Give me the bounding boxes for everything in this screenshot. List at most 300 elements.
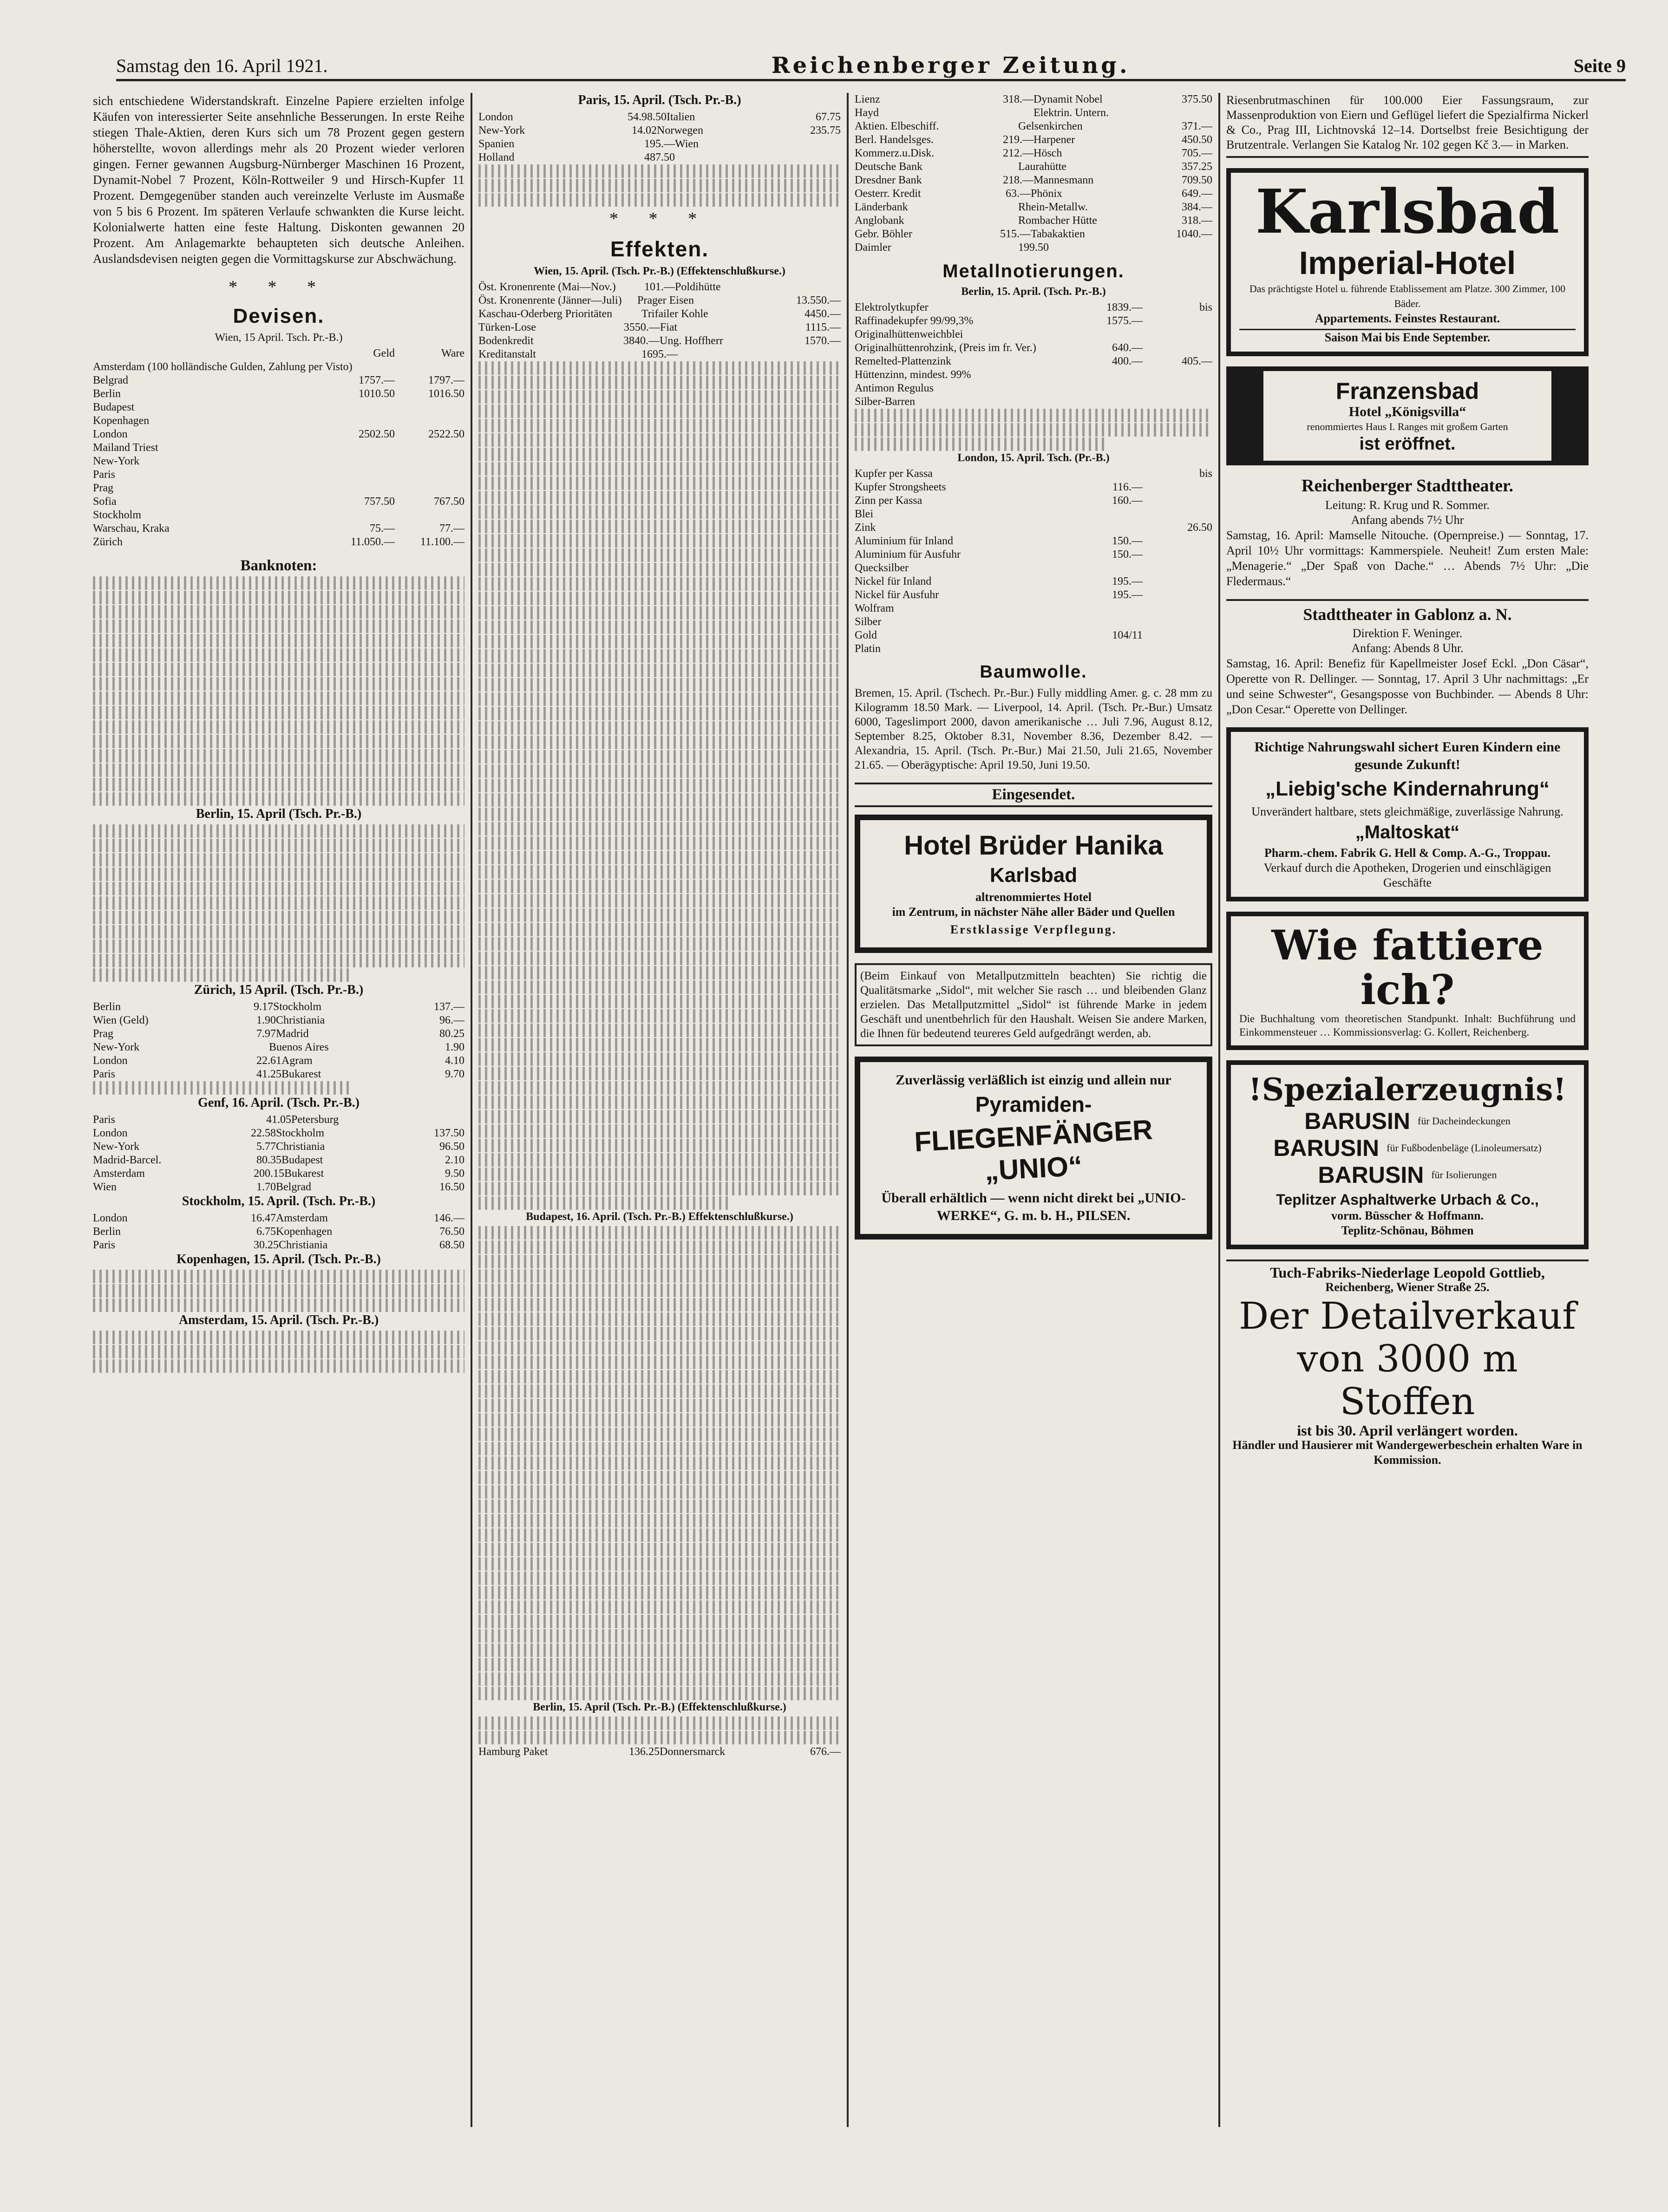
table-cell: 160.— bbox=[1112, 495, 1143, 507]
table-cell: Dynamit Nobel bbox=[1034, 93, 1103, 105]
table-cell: 30.25 bbox=[254, 1239, 279, 1251]
table-cell: Paris bbox=[93, 1239, 115, 1251]
table-row bbox=[93, 414, 464, 428]
illegible-line bbox=[478, 692, 841, 706]
gottlieb-headline: Der Detailverkauf bbox=[1239, 1294, 1576, 1338]
table-cell: 137.— bbox=[434, 1001, 464, 1013]
table-cell: Amsterdam bbox=[93, 1168, 145, 1180]
illegible-line bbox=[478, 462, 841, 476]
table-cell: Mailand Triest bbox=[93, 442, 158, 454]
illegible-line bbox=[478, 1284, 841, 1297]
table-cell bbox=[325, 482, 395, 495]
barusin-firm: Teplitzer Asphaltwerke Urbach & Co., bbox=[1276, 1191, 1539, 1208]
illegible-line bbox=[478, 476, 841, 490]
table-cell: Bodenkredit bbox=[478, 335, 534, 347]
illegible-line bbox=[478, 1442, 841, 1455]
table-cell: Agram bbox=[281, 1055, 313, 1067]
table-cell: 136.25 bbox=[629, 1746, 660, 1758]
table-cell: 150.— bbox=[1112, 548, 1143, 561]
table-cell: 1570.— bbox=[805, 335, 841, 347]
table-cell: 357.25 bbox=[1182, 161, 1212, 173]
table-row bbox=[93, 1068, 464, 1081]
column-anzeigen bbox=[1226, 93, 1589, 2127]
table-cell: Berl. Handelsges. bbox=[855, 134, 934, 146]
table-cell: Wien bbox=[93, 1181, 117, 1193]
table-cell bbox=[1143, 548, 1212, 561]
table-row bbox=[855, 561, 1212, 575]
table-cell: 371.— bbox=[1182, 120, 1212, 132]
table-cell: Prag bbox=[93, 482, 113, 494]
table-cell: 218.— bbox=[1003, 174, 1034, 186]
table-cell: Quecksilber bbox=[855, 562, 909, 574]
illegible-line bbox=[478, 750, 841, 763]
table-row bbox=[93, 1041, 464, 1054]
illegible-line bbox=[478, 563, 841, 576]
table-cell: Rombacher Hütte bbox=[1018, 215, 1097, 227]
table-cell bbox=[1143, 481, 1212, 494]
illegible-line bbox=[93, 778, 464, 791]
illegible-line bbox=[478, 1009, 841, 1023]
genf-heading: Genf, 16. April. (Tsch. Pr.-B.) bbox=[198, 1096, 360, 1110]
illegible-line bbox=[478, 1586, 841, 1599]
table-cell: 146.— bbox=[434, 1212, 464, 1224]
illegible-line bbox=[478, 376, 841, 389]
illegible-line bbox=[478, 1024, 841, 1037]
illegible-line bbox=[93, 735, 464, 748]
hanika-cuisine: Erstklassige Verpflegung. bbox=[950, 923, 1117, 936]
table-cell bbox=[1143, 382, 1212, 395]
table-cell: 1.70 bbox=[256, 1181, 276, 1193]
wien-effekten-table bbox=[478, 281, 841, 361]
table-row bbox=[478, 321, 841, 334]
table-cell bbox=[1073, 642, 1143, 656]
illegible-line bbox=[478, 1629, 841, 1643]
theater-programm: Samstag, 16. April: Mamselle Nitouche. (Opernpreise.) — Sonntag, 17. April 10½ Uhr vormittags: Kammerspiele. Neuheit! Zum ersten Male: „Menagerie.“ „Der Spaß von Dache.“ … Abends 7½ Uhr: „Die Fledermaus.“ bbox=[1226, 529, 1589, 588]
illegible-line bbox=[478, 822, 841, 835]
table-row bbox=[478, 137, 841, 151]
table-cell: 101.— bbox=[644, 281, 675, 293]
table-row bbox=[855, 93, 1212, 106]
table-cell: 200.15 bbox=[254, 1168, 284, 1180]
table-cell: 318.— bbox=[1182, 215, 1212, 227]
illegible-line bbox=[93, 911, 464, 924]
illegible-line bbox=[478, 1658, 841, 1671]
table-cell: 9.50 bbox=[445, 1168, 464, 1180]
unio-product: FLIEGENFÄNGER bbox=[913, 1114, 1154, 1158]
illegible-line bbox=[93, 605, 464, 619]
hanika-place: Karlsbad bbox=[989, 864, 1078, 887]
ad-hotel-hanika bbox=[855, 815, 1212, 953]
illegible-line bbox=[478, 1572, 841, 1585]
illegible-line bbox=[478, 1687, 841, 1700]
illegible-line bbox=[93, 749, 464, 763]
metall-berlin-heading: Berlin, 15. April. (Tsch. Pr.-B.) bbox=[961, 286, 1106, 298]
table-cell: Berlin bbox=[93, 388, 121, 400]
table-cell: 76.50 bbox=[439, 1226, 464, 1238]
zurich-table bbox=[93, 1000, 464, 1081]
gottlieb-extension: ist bis 30. April verlängert worden. bbox=[1297, 1422, 1518, 1439]
illegible-line bbox=[478, 448, 841, 461]
table-cell: 67.75 bbox=[816, 111, 841, 123]
table-cell: Berlin bbox=[93, 1226, 121, 1238]
table-cell: 219.— bbox=[1003, 134, 1034, 146]
barusin-brand: BARUSIN bbox=[1273, 1135, 1380, 1161]
imperial-features: Appartements. Feinstes Restaurant. bbox=[1315, 312, 1500, 325]
table-row bbox=[855, 133, 1212, 147]
table-cell: Platin bbox=[855, 643, 881, 655]
illegible-line bbox=[93, 824, 464, 838]
illegible-line bbox=[93, 954, 464, 967]
illegible-line bbox=[478, 980, 841, 994]
table-cell: 13.550.— bbox=[796, 294, 841, 307]
table-cell: Hamburg Paket bbox=[478, 1746, 548, 1758]
table-cell: London bbox=[478, 111, 513, 123]
table-row bbox=[93, 468, 464, 482]
illegible-line bbox=[478, 620, 841, 634]
illegible-line bbox=[478, 1226, 841, 1240]
table-cell: Kaschau-Oderberg Prioritäten bbox=[478, 308, 613, 320]
banknoten-heading: Banknoten: bbox=[240, 557, 317, 574]
illegible-line bbox=[478, 894, 841, 907]
illegible-line bbox=[478, 707, 841, 720]
illegible-line bbox=[478, 664, 841, 677]
table-cell: Italien bbox=[667, 111, 695, 123]
paris-heading: Paris, 15. April. (Tsch. Pr.-B.) bbox=[578, 93, 741, 107]
gablonz-programm: Samstag, 16. April: Benefiz für Kapellmeister Josef Eckl. „Don Cäsar“, Operette von R. Dellinger. — Sonntag, 17. April 3 Uhr nachmittags: „Er und seine Schwester“, Gesangsposse von Buchbinder. — Abends 8 Uhr: „Don Cesar.“ Operette von Dellinger. bbox=[1226, 657, 1589, 716]
table-cell: Prager Eisen bbox=[637, 294, 694, 307]
illegible-line bbox=[93, 940, 464, 953]
illegible-line bbox=[93, 1331, 464, 1344]
table-cell bbox=[1073, 382, 1143, 395]
table-cell bbox=[1073, 368, 1143, 382]
table-cell: Aluminium für Ausfuhr bbox=[855, 548, 961, 561]
table-cell: London bbox=[93, 1212, 128, 1224]
illegible-line bbox=[478, 1456, 841, 1470]
table-cell: Gebr. Böhler bbox=[855, 228, 912, 240]
table-cell: 6.75 bbox=[256, 1226, 276, 1238]
illegible-line bbox=[478, 880, 841, 893]
table-cell: 318.— bbox=[1003, 93, 1034, 105]
metallnotierungen-heading: Metallnotierungen. bbox=[942, 261, 1125, 281]
table-row bbox=[855, 588, 1212, 602]
illegible-line bbox=[478, 808, 841, 821]
table-cell bbox=[1143, 561, 1212, 575]
illegible-line bbox=[478, 1471, 841, 1484]
table-cell: New-York bbox=[93, 455, 140, 467]
illegible-line bbox=[855, 437, 1105, 451]
baumwolle-text: Bremen, 15. April. (Tschech. Pr.-Bur.) Fully middling Amer. g. c. 28 mm zu Kilogramm 18.50 Mark. — Liverpool, 14. April. (Tsch. Pr.-Bur.) Umsatz 6000, Tageslimport 2000, davon amerikanische … Juli 7.96, August 8.12, September 8.25, Oktober 8.31, November 8.36, Dezember 8.42. — Alexandria, 15. April. (Tsch. Pr.-Bur.) Mai 21.50, Juli 21.65, November 21.65. — Oberägyptische: April 19.50, Juni 19.50. bbox=[855, 687, 1212, 771]
table-cell: Warschau, Kraka bbox=[93, 522, 170, 535]
table-cell: Holland bbox=[478, 151, 515, 163]
illegible-line bbox=[478, 1110, 841, 1123]
table-cell: 1016.50 bbox=[428, 388, 464, 400]
table-cell: Laurahütte bbox=[1018, 161, 1066, 173]
table-cell: Donnersmarck bbox=[660, 1746, 726, 1758]
illegible-line bbox=[478, 721, 841, 735]
karlsbad-title: Karlsbad bbox=[1255, 176, 1560, 247]
table-cell: Remelted-Plattenzink bbox=[855, 355, 951, 367]
fattiere-description: Die Buchhaltung vom theoretischen Standpunkt. Inhalt: Buchführung und Einkommensteuer … Kommissionsverlag: G. Kollert, Reichenberg. bbox=[1239, 1013, 1576, 1038]
illegible-line bbox=[93, 1284, 464, 1298]
table-cell: Budapest bbox=[93, 401, 135, 413]
table-cell: Ung. Hoffherr bbox=[660, 335, 723, 347]
illegible-line bbox=[478, 851, 841, 864]
table-row bbox=[855, 629, 1212, 642]
table-row bbox=[855, 382, 1212, 395]
budapest-heading: Budapest, 16. April. (Tsch. Pr.-B.) Effektenschlußkurse.) bbox=[526, 1211, 793, 1223]
barusin-line bbox=[1239, 1108, 1576, 1135]
table-cell: Silber bbox=[855, 616, 882, 628]
table-cell: Dresdner Bank bbox=[855, 174, 922, 186]
table-cell bbox=[395, 414, 464, 428]
table-cell: Silber-Barren bbox=[855, 396, 916, 408]
table-cell bbox=[1143, 314, 1212, 328]
table-cell: 1.90 bbox=[256, 1014, 276, 1026]
table-cell: Mannesmann bbox=[1034, 174, 1094, 186]
table-cell: 7.97 bbox=[256, 1028, 276, 1040]
barusin-use-2: für Fußbodenbeläge (Linoleumersatz) bbox=[1387, 1142, 1542, 1154]
unio-availability: Überall erhältlich — wenn nicht direkt bei „UNIO-WERKE“, G. m. b. H., PILSEN. bbox=[881, 1190, 1186, 1223]
table-cell: 195.— bbox=[644, 138, 675, 150]
illegible-line bbox=[478, 937, 841, 951]
paris-table bbox=[478, 111, 841, 164]
berlin-stocks-table bbox=[855, 93, 1212, 254]
table-cell: Antimon Regulus bbox=[855, 382, 934, 394]
illegible-line bbox=[478, 606, 841, 620]
newspaper-title: Reichenberger Zeitung. bbox=[771, 52, 1130, 78]
theater-reichenberg bbox=[1226, 476, 1589, 589]
table-cell: 375.50 bbox=[1182, 93, 1212, 105]
table-cell bbox=[1143, 508, 1212, 521]
table-row bbox=[93, 374, 464, 387]
table-cell: Christiania bbox=[276, 1014, 325, 1026]
illegible-line bbox=[478, 1672, 841, 1686]
table-cell: 676.— bbox=[810, 1746, 841, 1758]
table-cell: 2522.50 bbox=[428, 428, 464, 440]
issue-date: Samstag den 16. April 1921. bbox=[116, 55, 328, 76]
table-cell: Kommerz.u.Disk. bbox=[855, 147, 935, 159]
table-row bbox=[855, 301, 1212, 314]
table-cell bbox=[1143, 602, 1212, 615]
table-cell: 3550.— bbox=[623, 321, 660, 333]
table-cell: Petersburg bbox=[291, 1114, 339, 1126]
barusin-headline: !Spezialerzeugnis! bbox=[1248, 1071, 1567, 1108]
illegible-line bbox=[478, 1384, 841, 1398]
table-cell: Fiat bbox=[660, 321, 678, 333]
stockholm-table bbox=[93, 1212, 464, 1252]
table-row bbox=[93, 535, 464, 549]
table-cell: Tabakaktien bbox=[1031, 228, 1085, 240]
imperial-hotel-name: Imperial-Hotel bbox=[1299, 245, 1516, 281]
illegible-line bbox=[478, 1038, 841, 1051]
illegible-line bbox=[93, 591, 464, 604]
table-cell: 640.— bbox=[1112, 342, 1143, 354]
table-row bbox=[93, 1225, 464, 1239]
table-row bbox=[855, 228, 1212, 241]
table-cell: Nickel für Inland bbox=[855, 575, 932, 587]
table-cell: Länderbank bbox=[855, 201, 908, 213]
table-cell: Wien (Geld) bbox=[93, 1014, 149, 1026]
table-cell: 450.50 bbox=[1182, 134, 1212, 146]
illegible-line bbox=[478, 1485, 841, 1499]
table-cell: New-York bbox=[93, 1141, 140, 1153]
illegible-line bbox=[478, 736, 841, 749]
table-cell: 384.— bbox=[1182, 201, 1212, 213]
table-cell: 405.— bbox=[1182, 355, 1212, 367]
table-cell: Kopenhagen bbox=[276, 1226, 333, 1238]
table-cell: Amsterdam bbox=[276, 1212, 328, 1224]
metall-london-heading: London, 15. April. Tsch. (Pr.-B.) bbox=[957, 452, 1110, 464]
devisen-heading: Devisen. bbox=[233, 305, 325, 327]
table-row bbox=[478, 294, 841, 307]
table-row bbox=[855, 535, 1212, 548]
illegible-line bbox=[478, 836, 841, 850]
table-row bbox=[855, 120, 1212, 133]
table-row bbox=[855, 328, 1212, 341]
illegible-line bbox=[93, 1270, 464, 1283]
table-row bbox=[93, 1212, 464, 1225]
wien-column-heads bbox=[93, 347, 464, 360]
gablonz-direktion: Direktion F. Weninger. bbox=[1352, 626, 1463, 640]
wien-effekten-heading: Wien, 15. April. (Tsch. Pr.-B.) (Effektenschlußkurse.) bbox=[534, 265, 785, 277]
barusin-line bbox=[1239, 1135, 1576, 1161]
berlin-effekten-table bbox=[478, 1745, 841, 1759]
table-cell: Kreditanstalt bbox=[478, 348, 536, 360]
table-cell: 1575.— bbox=[1106, 315, 1143, 327]
hanika-tagline: altrenommiertes Hotel bbox=[975, 890, 1092, 904]
table-row bbox=[93, 428, 464, 441]
table-cell: 195.— bbox=[1112, 575, 1143, 587]
table-cell bbox=[678, 348, 841, 361]
illegible-line bbox=[478, 1327, 841, 1340]
table-cell: 68.50 bbox=[439, 1239, 464, 1251]
table-cell: Madrid-Barcel. bbox=[93, 1154, 162, 1166]
illegible-line bbox=[478, 1255, 841, 1268]
table-cell: Paris bbox=[93, 1068, 115, 1080]
ware-column-head: Ware bbox=[441, 347, 464, 359]
franzensbad-title: Franzensbad bbox=[1335, 378, 1479, 404]
illegible-line bbox=[855, 409, 1212, 422]
imperial-description: Das prächtigste Hotel u. führende Etablissement am Platze. 300 Zimmer, 100 Bäder. bbox=[1249, 283, 1566, 309]
table-cell: Belgrad bbox=[93, 374, 128, 386]
table-cell: 11.050.— bbox=[350, 536, 395, 548]
table-cell: Daimler bbox=[855, 241, 891, 254]
illegible-line bbox=[478, 1528, 841, 1542]
table-cell: 705.— bbox=[1182, 147, 1212, 159]
ad-wie-fattiere-ich bbox=[1226, 912, 1589, 1050]
illegible-line bbox=[93, 720, 464, 734]
table-cell: 9.17 bbox=[254, 1001, 273, 1013]
page-number: Seite 9 bbox=[1573, 55, 1626, 76]
table-cell: 649.— bbox=[1182, 188, 1212, 200]
table-cell: Hayd bbox=[855, 107, 879, 119]
illegible-line bbox=[478, 548, 841, 562]
barusin-use-3: für Isolierungen bbox=[1431, 1169, 1497, 1181]
table-cell: 9.70 bbox=[445, 1068, 464, 1080]
table-cell bbox=[395, 468, 464, 482]
table-cell: Paris bbox=[93, 1114, 115, 1126]
table-cell: 1010.50 bbox=[359, 388, 395, 400]
table-row bbox=[855, 147, 1212, 160]
table-cell: New-York bbox=[93, 1041, 140, 1053]
table-cell bbox=[1143, 575, 1212, 588]
illegible-line bbox=[478, 908, 841, 922]
illegible-line bbox=[478, 164, 841, 178]
table-cell: London bbox=[93, 1127, 128, 1139]
barusin-line bbox=[1239, 1161, 1576, 1188]
maltoskat-product: „Maltoskat“ bbox=[1355, 822, 1460, 842]
table-row bbox=[93, 441, 464, 455]
ad-leopold-gottlieb bbox=[1226, 1259, 1589, 1468]
illegible-line bbox=[478, 1731, 841, 1744]
table-cell: Oesterr. Kredit bbox=[855, 188, 921, 200]
table-cell: 4450.— bbox=[805, 308, 841, 320]
illegible-line bbox=[478, 1615, 841, 1628]
table-row bbox=[855, 508, 1212, 521]
franzensbad-side-block bbox=[1551, 371, 1584, 461]
table-row bbox=[93, 1181, 464, 1194]
liebig-description: Unverändert haltbare, stets gleichmäßige, zuverlässige Nahrung. bbox=[1251, 805, 1563, 818]
table-row bbox=[855, 201, 1212, 214]
table-row bbox=[93, 1127, 464, 1140]
table-cell bbox=[1143, 395, 1212, 409]
illegible-line bbox=[478, 1240, 841, 1254]
table-cell: Elektrin. Untern. bbox=[1034, 107, 1109, 119]
table-row bbox=[478, 334, 841, 348]
table-cell: 3840.— bbox=[623, 335, 660, 347]
table-row bbox=[478, 151, 841, 164]
illegible-line bbox=[478, 678, 841, 692]
illegible-line bbox=[93, 792, 464, 806]
table-row bbox=[93, 1167, 464, 1181]
illegible-line bbox=[478, 1341, 841, 1355]
hanika-name: Hotel Brüder Hanika bbox=[904, 830, 1163, 861]
koenigsvilla-name: Hotel „Königsvilla“ bbox=[1348, 404, 1466, 419]
table-cell bbox=[395, 455, 464, 468]
ad-liebig-kindernahrung bbox=[1226, 727, 1589, 901]
table-cell: Türken-Lose bbox=[478, 321, 536, 333]
table-cell bbox=[1143, 368, 1212, 382]
table-row bbox=[93, 1113, 464, 1127]
kopenhagen-heading: Kopenhagen, 15. April. (Tsch. Pr.-B.) bbox=[177, 1252, 381, 1266]
ad-karlsbad-imperial bbox=[1226, 168, 1589, 356]
illegible-line bbox=[478, 1716, 841, 1730]
illegible-line bbox=[93, 968, 353, 982]
illegible-line bbox=[93, 576, 464, 590]
table-cell: 26.50 bbox=[1187, 522, 1212, 534]
illegible-line bbox=[478, 1168, 841, 1181]
table-row bbox=[93, 1154, 464, 1167]
table-cell: 54.98.50 bbox=[628, 111, 667, 123]
wien-table bbox=[93, 360, 464, 549]
table-cell: Norwegen bbox=[657, 124, 703, 137]
liebig-manufacturer: Pharm.-chem. Fabrik G. Hell & Comp. A.-G., Troppau. bbox=[1264, 846, 1551, 860]
page-header bbox=[116, 52, 1626, 81]
table-cell: Zürich bbox=[93, 536, 123, 548]
table-row bbox=[93, 1000, 464, 1014]
table-row bbox=[855, 548, 1212, 561]
table-cell: Budapest bbox=[281, 1154, 323, 1166]
table-row bbox=[478, 111, 841, 124]
table-cell bbox=[325, 509, 395, 522]
table-cell bbox=[325, 401, 395, 414]
table-cell: 75.— bbox=[370, 522, 395, 535]
table-cell: 515.— bbox=[1000, 228, 1031, 240]
franzensbad-side-block bbox=[1231, 371, 1263, 461]
illegible-line bbox=[93, 853, 464, 867]
table-cell: 16.47 bbox=[251, 1212, 276, 1224]
market-report-text: sich entschiedene Widerstandskraft. Einzelne Papiere erzielten infolge Käufen von interessierter Seite ansehnliche Besserungen. In erste Reihe stiegen Thale-Aktien, deren Kurs sich um 78 Prozent gegen gestern höherstellte, wovon allerdings mehr als 20 Prozent wieder verloren gingen. Ferner gewannen Augsburg-Nürnberger Maschinen 16 Prozent, Dynamit-Nobel 7 Prozent, Köln-Rottweiler 9 und Hirsch-Kupfer 11 Prozent. Demgegenüber standen auch vereinzelte Verluste im Ausmaße von 5 bis 6 Prozent. Im späteren Verlaufe schwankten die Kurse leicht. Kolonialwerte hatten eine feste Haltung. Diskonten gewannen 20 Prozent. Am Anlagemarkte behaupteten sich deutsche Anleihen. Auslandsdevisen neigten gegen die Vormittagskurse zur Abschwächung. bbox=[93, 94, 464, 266]
